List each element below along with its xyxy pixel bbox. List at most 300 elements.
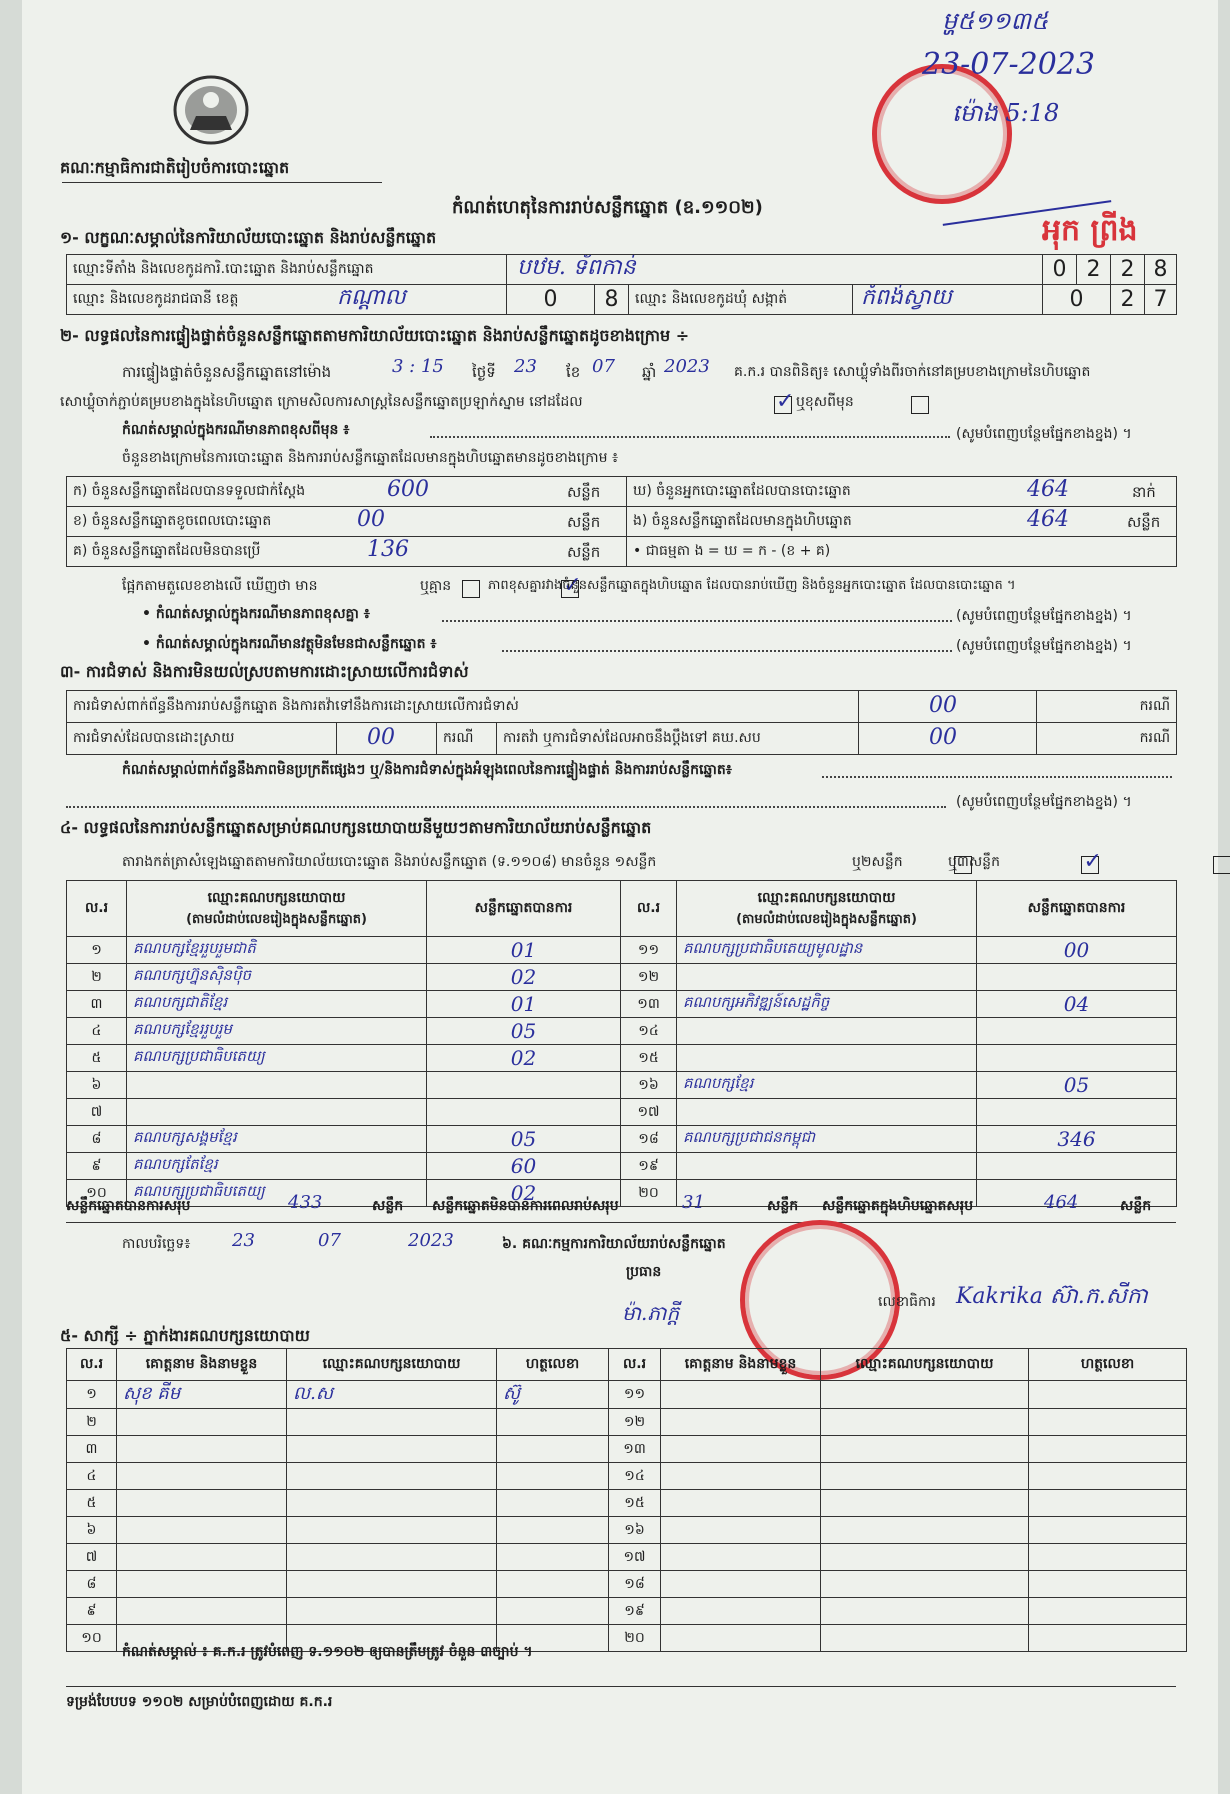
vote-count-cell — [427, 1072, 621, 1099]
witness-party-cell — [821, 1381, 1029, 1409]
witness-signature-cell — [1029, 1436, 1187, 1463]
witness-signature-cell — [497, 1490, 609, 1517]
witness-no-cell — [609, 1571, 661, 1598]
location-code-2: 2 — [1077, 255, 1111, 285]
verify-year-label: ឆ្នាំ — [642, 363, 657, 381]
chair-label: ប្រធាន — [626, 1264, 662, 1280]
two-sheets-checkbox[interactable] — [1081, 856, 1099, 874]
votes-col-no: ល.រ — [67, 881, 127, 937]
vote-count: 60 — [510, 1154, 537, 1178]
witness-row — [67, 1598, 1187, 1625]
vote-party-cell — [677, 1045, 977, 1072]
org-name: គណៈកម្មាធិការជាតិរៀបចំការបោះឆ្នោត — [60, 158, 290, 177]
witness-no-cell — [67, 1490, 117, 1517]
witness-no: ២ — [86, 1413, 97, 1430]
date-label: កាលបរិច្ឆេទ៖ — [122, 1236, 191, 1252]
vote-no: ២០ — [638, 1184, 659, 1201]
vote-count-cell — [977, 1045, 1177, 1072]
witness-no-cell — [67, 1381, 117, 1409]
vote-no: ១៧ — [637, 1103, 660, 1120]
location-label: ឈ្មោះទីតាំង និងលេខកូដការិ.បោះឆ្នោត និងរាប់សន្លឹកឆ្នោត — [67, 255, 507, 285]
fill-more-3: (សូមបំពេញបន្ថែមផ្នែកខាងខ្នង) ។ — [956, 638, 1132, 654]
witness-party: ល.ស — [293, 1383, 333, 1404]
witness-no: ១៥ — [624, 1494, 645, 1511]
witness-signature-cell — [1029, 1544, 1187, 1571]
votes-row — [67, 1018, 1177, 1045]
witness-no-cell — [67, 1544, 117, 1571]
votes-row — [67, 937, 1177, 964]
witness-no: ៧ — [85, 1548, 98, 1565]
received-value: 600 — [387, 477, 429, 502]
witness-col-party-2: ឈ្មោះគណបក្សនយោបាយ — [821, 1349, 1029, 1381]
witness-party-cell — [287, 1436, 497, 1463]
diff-label-b: ឬគ្មាន — [420, 578, 452, 594]
witness-signature-cell — [497, 1571, 609, 1598]
witness-name-cell — [117, 1409, 287, 1436]
vote-count: 02 — [510, 1181, 537, 1205]
witness-party-cell — [287, 1463, 497, 1490]
witness-col-no-2: ល.រ — [609, 1349, 661, 1381]
stamp-date: 23-07-2023 — [922, 47, 1095, 82]
witness-name-cell — [117, 1463, 287, 1490]
witness-party-cell — [287, 1598, 497, 1625]
vote-no-cell — [67, 1018, 127, 1045]
verify-month-label: ខែ — [566, 363, 581, 381]
witness-name-cell — [661, 1381, 821, 1409]
witness-no-cell — [67, 1517, 117, 1544]
vote-count-cell — [977, 964, 1177, 991]
total-invalid-value: 31 — [682, 1192, 705, 1213]
vote-no: ៧ — [90, 1103, 103, 1120]
commune-label: ឈ្មោះ និងលេខកូដឃុំ សង្កាត់ — [629, 285, 853, 315]
date-stamp — [872, 64, 1012, 204]
different-label: ឬខុសពីមុន — [796, 394, 854, 410]
vote-no: ១៩ — [638, 1157, 659, 1174]
voters-value: 464 — [1027, 477, 1069, 502]
witness-no-cell — [67, 1463, 117, 1490]
witness-name-cell — [661, 1625, 821, 1652]
vote-no: ១៨ — [638, 1130, 659, 1147]
chair-signature: ម៉ា.ភាក្តី — [622, 1301, 680, 1325]
vote-no: ១៣ — [637, 995, 660, 1012]
witness-signature-cell — [497, 1544, 609, 1571]
vote-party-cell — [127, 991, 427, 1018]
total-valid-label: សន្លឹកឆ្នោតបានការសរុប — [66, 1198, 191, 1214]
committee-label: ៦. គណៈកម្មការការិយាល័យរាប់សន្លឹកឆ្នោត — [502, 1236, 726, 1252]
witness-col-name-2: គោត្តនាម និងនាមខ្លួន — [661, 1349, 821, 1381]
objection-count-label: ការជំទាស់ពាក់ព័ន្ធនឹងការរាប់សន្លឹកឆ្នោត និងការតវ៉ាទៅនឹងការដោះស្រាយលើការជំទាស់ — [67, 691, 859, 723]
form-title: កំណត់ហេតុនៃការរាប់សន្លឹកឆ្នោត (ឧ.១១០២) — [452, 197, 763, 218]
vote-count-cell — [977, 937, 1177, 964]
witness-name-cell — [661, 1517, 821, 1544]
vote-count: 01 — [510, 992, 537, 1016]
witness-signature-cell — [1029, 1598, 1187, 1625]
emblem-icon — [170, 72, 252, 148]
vote-party-cell — [127, 1099, 427, 1126]
in-box-value: 464 — [1027, 507, 1069, 532]
witness-signature-cell — [497, 1381, 609, 1409]
votes-col-party-sub: (តាមលំដាប់លេខរៀងក្នុងសន្លឹកឆ្នោត) — [186, 911, 367, 927]
witness-party-cell — [821, 1409, 1029, 1436]
witness-party-cell — [821, 1598, 1029, 1625]
diff-label-a: ផ្អែកតាមតួលេខខាងលើ ឃើញថា មាន — [122, 578, 318, 594]
province-value: កណ្ដាល — [337, 285, 406, 310]
vote-party-cell — [127, 1045, 427, 1072]
vote-count-cell — [977, 1126, 1177, 1153]
location-code-3: 2 — [1111, 255, 1145, 285]
spoiled-unit: សន្លឹក — [567, 513, 601, 531]
vote-party-cell — [127, 937, 427, 964]
vote-party: គណបក្សខ្មែរ — [683, 1074, 754, 1092]
vote-no-cell — [621, 937, 677, 964]
witness-no-cell — [609, 1381, 661, 1409]
witness-name-cell — [661, 1571, 821, 1598]
total-box-unit: សន្លឹក — [1120, 1198, 1152, 1214]
vote-party-cell — [677, 1072, 977, 1099]
witness-signature: ស៊ូ — [503, 1383, 521, 1404]
formula: • ជាធម្មតា ង = ឃ = ក - (ខ + គ) — [627, 537, 1177, 567]
witness-no-cell — [609, 1598, 661, 1625]
vote-count: 04 — [1063, 992, 1090, 1016]
votes-col-party: ឈ្មោះគណបក្សនយោបាយ — [207, 889, 346, 906]
witness-no: ២០ — [624, 1629, 645, 1646]
votes-col-votes-2: សន្លឹកឆ្នោតបានការ — [977, 881, 1177, 937]
location-code-4: 8 — [1145, 255, 1177, 285]
vote-no-cell — [621, 964, 677, 991]
form-reference: ទម្រង់បែបបទ ១១០២ សម្រាប់បំពេញដោយ គ.ក.រ — [66, 1694, 333, 1710]
vote-party: គណបក្សអភិវឌ្ឍន៍សេដ្ឋកិច្ច — [683, 993, 830, 1011]
counts-intro: ចំនួនខាងក្រោមនៃការបោះឆ្នោត និងការរាប់សន្លឹកឆ្នោតដែលមានក្នុងហិបឆ្នោតមានដូចខាងក្រោម ៖ — [122, 450, 619, 466]
witness-col-sign-2: ហត្ថលេខា — [1029, 1349, 1187, 1381]
vote-party: គណបក្សតែខ្មែរ — [133, 1155, 218, 1173]
note1-line — [430, 436, 950, 438]
in-box-label: ង) ចំនួនសន្លឹកឆ្នោតដែលមានក្នុងហិបឆ្នោត — [633, 513, 852, 529]
witness-no: ៥ — [86, 1494, 97, 1511]
witness-name-cell — [117, 1598, 287, 1625]
vote-no: ៨ — [91, 1130, 102, 1147]
witness-no-cell — [609, 1490, 661, 1517]
appeal-value: 00 — [929, 725, 958, 750]
witness-no-cell — [67, 1436, 117, 1463]
witness-no-cell — [609, 1517, 661, 1544]
verify-month: 07 — [592, 356, 615, 377]
verify-text-1: គ.ក.រ បានពិនិត្យ៖ សោឃ្លុំទាំងពីរចាក់នៅគម្របខាងក្រោមនៃហិបឆ្នោត — [734, 364, 1091, 380]
witness-col-name: គោត្តនាម និងនាមខ្លួន — [117, 1349, 287, 1381]
section5-heading: ៥- សាក្សី ÷ ភ្នាក់ងារគណបក្សនយោបាយ — [60, 1326, 310, 1345]
province-code-2: 8 — [595, 285, 629, 315]
witness-signature-cell — [1029, 1409, 1187, 1436]
vote-count: 05 — [510, 1019, 537, 1043]
totals-underline — [66, 1222, 1176, 1223]
vote-count: 05 — [510, 1127, 537, 1151]
witness-party-cell — [821, 1625, 1029, 1652]
vote-count-cell — [427, 1153, 621, 1180]
witness-party-cell — [821, 1571, 1029, 1598]
section1-table — [66, 254, 1177, 315]
vote-no-cell — [621, 1126, 677, 1153]
total-valid-value: 433 — [288, 1192, 323, 1213]
witness-no-cell — [67, 1598, 117, 1625]
total-invalid-unit: សន្លឹក — [767, 1198, 799, 1214]
same-as-before-checkbox[interactable] — [774, 396, 792, 414]
witness-party-cell — [287, 1544, 497, 1571]
total-invalid-label: សន្លឹកឆ្នោតមិនបានការពេលរាប់សរុប — [432, 1198, 619, 1214]
vote-count-cell — [427, 991, 621, 1018]
irregularity-note: កំណត់សម្គាល់ពាក់ព័ន្ធនឹងភាពមិនប្រក្រតីផ្សេងៗ ឬ/និងការជំទាស់ក្នុងអំឡុងពេលនៃការផ្ទៀងផ្ទាត់ និងការរាប់សន្លឹកឆ្នោត៖ — [122, 762, 732, 778]
vote-no-cell — [67, 1126, 127, 1153]
witness-no-cell — [609, 1544, 661, 1571]
vote-party: គណបក្សខ្មែររួបរួមជាតិ — [133, 939, 256, 957]
vote-party: គណបក្សខ្មែររួបរួម — [133, 1020, 232, 1038]
witness-signature-cell — [497, 1409, 609, 1436]
votes-row — [67, 1126, 1177, 1153]
commune-code-1: 0 — [1043, 285, 1111, 315]
witness-row — [67, 1381, 1187, 1409]
votes-col-votes: សន្លឹកឆ្នោតបានការ — [427, 881, 621, 937]
witness-no: ១៨ — [624, 1575, 645, 1592]
vote-count-cell — [977, 1018, 1177, 1045]
witness-signature-cell — [1029, 1517, 1187, 1544]
vote-party-cell — [127, 1018, 427, 1045]
vote-no-cell — [67, 964, 127, 991]
bottom-rule — [66, 1686, 1176, 1687]
witness-name-cell — [117, 1490, 287, 1517]
witness-party-cell — [287, 1571, 497, 1598]
vote-party-cell — [677, 991, 977, 1018]
witness-name-cell — [117, 1517, 287, 1544]
vote-party: គណបក្សជាតិខ្មែរ — [133, 993, 228, 1011]
witness-no: ៦ — [86, 1521, 97, 1538]
spoiled-value: 00 — [357, 507, 385, 532]
witness-party-cell — [821, 1517, 1029, 1544]
witness-name-cell — [661, 1490, 821, 1517]
witness-party-cell — [287, 1409, 497, 1436]
vote-party-cell — [127, 1153, 427, 1180]
note2-label: • កំណត់សម្គាល់ក្នុងករណីមានភាពខុសគ្នា ៖ — [142, 606, 370, 622]
date-month: 07 — [318, 1230, 341, 1251]
witness-no-cell — [609, 1436, 661, 1463]
witness-no: ១៧ — [623, 1548, 646, 1565]
witness-party-cell — [821, 1490, 1029, 1517]
witness-signature-cell — [497, 1463, 609, 1490]
two-sheets-label: ឬ២សន្លឹក — [852, 854, 903, 870]
has-difference-checkbox[interactable] — [462, 580, 480, 598]
total-box-value: 464 — [1044, 1192, 1079, 1213]
vote-count: 02 — [510, 1046, 537, 1070]
witness-no: ៩ — [86, 1602, 97, 1619]
vote-party: គណបក្សសង្គមខ្មែរ — [133, 1128, 237, 1146]
votes-row — [67, 991, 1177, 1018]
note3-line — [502, 650, 952, 652]
witness-name-cell — [117, 1544, 287, 1571]
verify-day: 23 — [514, 356, 537, 377]
witness-no-cell — [67, 1571, 117, 1598]
vote-count-cell — [977, 1153, 1177, 1180]
vote-no: ១៦ — [638, 1076, 659, 1093]
province-code-1: 0 — [507, 285, 595, 315]
vote-party-cell — [677, 1099, 977, 1126]
witness-row — [67, 1517, 1187, 1544]
counts-table — [66, 476, 1177, 567]
vote-party: គណបក្សហ្វ៊ុនស៊ិនប៉ិច — [133, 966, 251, 984]
witness-col-party: ឈ្មោះគណបក្សនយោបាយ — [287, 1349, 497, 1381]
appeal-unit: ករណី — [1037, 723, 1177, 755]
vote-party-cell — [677, 1126, 977, 1153]
vote-no: ១០ — [86, 1184, 107, 1201]
witness-no: ១៤ — [624, 1467, 645, 1484]
witness-signature-cell — [497, 1598, 609, 1625]
witness-signature-cell — [1029, 1571, 1187, 1598]
received-unit: សន្លឹក — [567, 483, 601, 501]
vote-no: ៤ — [91, 1022, 102, 1039]
date-year: 2023 — [408, 1230, 454, 1251]
commune-value: កំពង់ស្វាយ — [861, 285, 952, 310]
unused-label: គ) ចំនួនសន្លឹកឆ្នោតដែលមិនបានប្រើ — [73, 543, 261, 559]
votes-row — [67, 1153, 1177, 1180]
commune-code-3: 7 — [1145, 285, 1177, 315]
secretary-signature: Kakrika ស៊ា.ក.សីកា — [956, 1284, 1148, 1309]
vote-no-cell — [67, 1099, 127, 1126]
vote-count-cell — [427, 1045, 621, 1072]
votes-col-no-2: ល.រ — [621, 881, 677, 937]
irregularity-line-1 — [822, 776, 1172, 778]
voters-unit: នាក់ — [1132, 483, 1156, 501]
location-value: បឋម. ទ័ពកាន់ — [517, 255, 636, 280]
vote-count: 346 — [1057, 1127, 1096, 1151]
witness-no: ១៩ — [624, 1602, 645, 1619]
witness-row — [67, 1571, 1187, 1598]
votes-col-party-sub-2: (តាមលំដាប់លេខរៀងក្នុងសន្លឹកឆ្នោត) — [736, 911, 917, 927]
resolved-label: ការជំទាស់ដែលបានដោះស្រាយ — [67, 723, 337, 755]
date-day: 23 — [232, 1230, 255, 1251]
secretary-label: លេខាធិការ — [878, 1294, 936, 1310]
vote-count-cell — [977, 991, 1177, 1018]
witness-row — [67, 1544, 1187, 1571]
witness-row — [67, 1436, 1187, 1463]
witness-signature-cell — [1029, 1625, 1187, 1652]
irregularity-line-2 — [66, 806, 946, 808]
witness-signature-cell — [497, 1436, 609, 1463]
verify-time-label: ការផ្ទៀងផ្ទាត់ចំនួនសន្លឹកឆ្នោតនៅម៉ោង — [122, 363, 332, 381]
voters-label: ឃ) ចំនួនអ្នកបោះឆ្នោតដែលបានបោះឆ្នោត — [633, 483, 851, 499]
vote-no-cell — [621, 1072, 677, 1099]
vote-no-cell — [67, 1153, 127, 1180]
witness-col-sign: ហត្ថលេខា — [497, 1349, 609, 1381]
witness-no: ៣ — [85, 1440, 98, 1457]
vote-no: ៩ — [91, 1157, 102, 1174]
in-box-unit: សន្លឹក — [1127, 513, 1161, 531]
top-code: ម្ហ៥១១៣៥ — [942, 7, 1049, 35]
note2-line — [442, 620, 952, 622]
resolved-unit: ករណី — [437, 723, 497, 755]
commune-code-2: 2 — [1111, 285, 1145, 315]
vote-no: ១៥ — [638, 1049, 659, 1066]
unused-unit: សន្លឹក — [567, 543, 601, 561]
vote-party: គណបក្សប្រជាធិបតេយ្យ — [133, 1182, 265, 1200]
form-page — [22, 0, 1218, 1794]
vote-party-cell — [127, 1072, 427, 1099]
vote-no: ៣ — [90, 995, 103, 1012]
vote-party: គណបក្សប្រជាជនកម្ពុជា — [683, 1128, 815, 1146]
fill-more-1: (សូមបំពេញបន្ថែមផ្នែកខាងខ្នង) ។ — [956, 426, 1132, 442]
vote-count: 05 — [1063, 1073, 1090, 1097]
objection-count-value: 00 — [929, 693, 958, 718]
note3-label: • កំណត់សម្គាល់ក្នុងករណីមានវត្ថុមិនមែនជាសន្លឹកឆ្នោត ៖ — [142, 636, 437, 652]
total-valid-unit: សន្លឹក — [372, 1198, 404, 1214]
votes-row — [67, 1099, 1177, 1126]
objection-count-unit: ករណី — [1037, 691, 1177, 723]
fill-more-2: (សូមបំពេញបន្ថែមផ្នែកខាងខ្នង) ។ — [956, 608, 1132, 624]
vote-count-cell — [977, 1099, 1177, 1126]
province-label: ឈ្មោះ និងលេខកូដរាជធានី ខេត្ត — [73, 291, 239, 307]
tally-sheets-label: តារាងកត់ត្រាសំឡេងឆ្នោតតាមការិយាល័យបោះឆ្នោត និងរាប់សន្លឹកឆ្នោត (ទ.១១០៨) មានចំនួន ១សន្លឹក — [122, 854, 657, 870]
vote-party-cell — [127, 1126, 427, 1153]
vote-count-cell — [977, 1072, 1177, 1099]
witness-col-no: ល.រ — [67, 1349, 117, 1381]
vote-party-cell — [677, 937, 977, 964]
witness-no: ១២ — [623, 1413, 646, 1430]
vote-no-cell — [67, 1045, 127, 1072]
vote-count: 01 — [510, 938, 537, 962]
vote-party-cell — [677, 1153, 977, 1180]
witness-name-cell — [661, 1598, 821, 1625]
vote-no-cell — [67, 937, 127, 964]
received-label: ក) ចំនួនសន្លឹកឆ្នោតដែលបានទទួលជាក់ស្តែង — [73, 483, 306, 499]
witness-no-cell — [67, 1625, 117, 1652]
vote-no: ៦ — [91, 1076, 102, 1093]
votes-table — [66, 880, 1177, 1207]
vote-count-cell — [427, 964, 621, 991]
different-checkbox[interactable] — [911, 396, 929, 414]
section2-heading: ២- លទ្ធផលនៃការផ្ទៀងផ្ទាត់ចំនួនសន្លឹកឆ្នោតតាមការិយាល័យបោះឆ្នោត និងរាប់សន្លឹកឆ្នោតដូចខាងក្រោម ÷ — [60, 326, 690, 345]
three-sheets-label: ឬ៣សន្លឹក — [948, 854, 1000, 870]
vote-party: គណបក្សប្រជាធិបតេយ្យ — [133, 1047, 265, 1065]
witness-row — [67, 1409, 1187, 1436]
vote-party-cell — [677, 964, 977, 991]
red-note: អុក ព្រីង — [1042, 213, 1138, 248]
three-sheets-checkbox[interactable] — [1213, 856, 1230, 874]
vote-count: 02 — [510, 965, 537, 989]
resolved-value: 00 — [367, 725, 395, 750]
vote-no: ១ — [91, 941, 102, 958]
witness-row — [67, 1490, 1187, 1517]
witness-party-cell — [821, 1436, 1029, 1463]
witness-signature-cell — [1029, 1463, 1187, 1490]
witness-name-cell — [661, 1463, 821, 1490]
vote-party-cell — [127, 964, 427, 991]
section4-heading: ៤- លទ្ធផលនៃការរាប់សន្លឹកឆ្នោតសម្រាប់គណបក្សនយោបាយនីមួយៗតាមការិយាល័យរាប់សន្លឹកឆ្នោត — [60, 818, 652, 837]
spoiled-label: ខ) ចំនួនសន្លឹកឆ្នោតខូចពេលបោះឆ្នោត — [73, 513, 272, 529]
witness-no: ១៣ — [623, 1440, 646, 1457]
vote-party: គណបក្សប្រជាធិបតេយ្យមូលដ្ឋាន — [683, 939, 863, 957]
witness-party-cell — [287, 1490, 497, 1517]
unused-value: 136 — [367, 537, 409, 562]
witness-no: ១៦ — [624, 1521, 645, 1538]
witness-name-cell — [661, 1544, 821, 1571]
witness-no-cell — [67, 1409, 117, 1436]
votes-row — [67, 1180, 1177, 1207]
votes-row — [67, 1072, 1177, 1099]
vote-no: ១១ — [637, 941, 660, 958]
appeal-label: ការតវ៉ា ឬការជំទាស់ដែលអាចនឹងប្តឹងទៅ គឃ.សប — [497, 723, 859, 755]
vote-no-cell — [67, 991, 127, 1018]
witness-name-cell — [117, 1436, 287, 1463]
witness-no-cell — [609, 1625, 661, 1652]
witness-name-cell — [661, 1409, 821, 1436]
witness-signature-cell — [497, 1517, 609, 1544]
note1-label: កំណត់សម្គាល់ក្នុងករណីមានភាពខុសពីមុន ៖ — [122, 422, 350, 438]
votes-row — [67, 1045, 1177, 1072]
